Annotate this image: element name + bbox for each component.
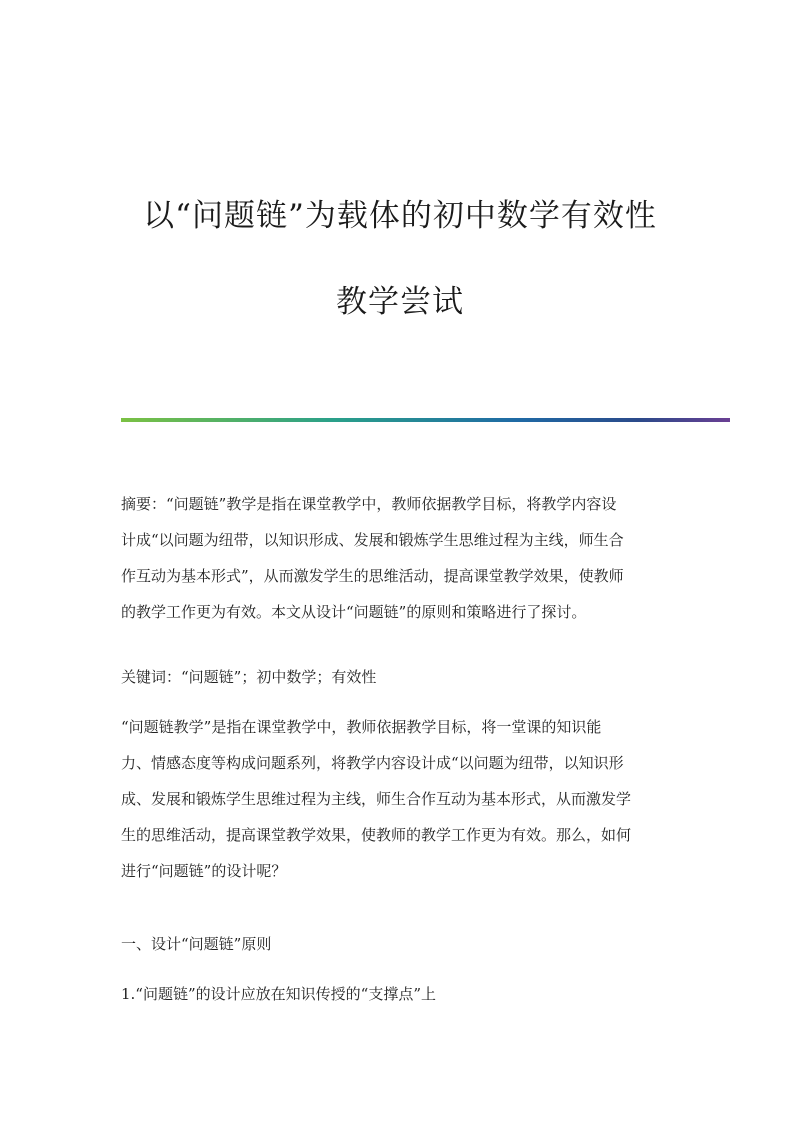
- abstract-line: 作互动为基本形式”，从而激发学生的思维活动，提高课堂教学效果，使教师: [121, 567, 624, 585]
- body-line: 进行“问题链”的设计呢？: [121, 862, 287, 880]
- keywords: [121, 659, 681, 695]
- keywords-line: 关键词：“问题链”；初中数学；有效性: [121, 668, 377, 686]
- body-line: “问题链教学”是指在课堂教学中，教师依据教学目标，将一堂课的知识能: [121, 718, 602, 736]
- abstract-line: 计成“以问题为纽带，以知识形成、发展和锻炼学生思维过程为主线，师生合: [121, 531, 624, 549]
- subsection-heading-text: 1.“问题链”的设计应放在知识传授的“支撑点”上: [121, 985, 436, 1003]
- subsection-heading: [121, 976, 681, 1012]
- section-heading-text: 一、设计“问题链”原则: [121, 935, 272, 953]
- body-paragraph: [121, 709, 681, 889]
- body-line: 成、发展和锻炼学生思维过程为主线，师生合作互动为基本形式，从而激发学: [121, 790, 632, 808]
- gradient-divider: [121, 418, 730, 422]
- body-line: 力、情感态度等构成问题系列，将教学内容设计成“以问题为纽带，以知识形: [121, 754, 624, 772]
- abstract: [121, 486, 681, 630]
- body-line: 生的思维活动，提高课堂教学效果，使教师的教学工作更为有效。那么，如何: [121, 826, 632, 844]
- abstract-line: 摘要：“问题链”教学是指在课堂教学中，教师依据教学目标，将教学内容设: [121, 495, 617, 513]
- abstract-line: 的教学工作更为有效。本文从设计“问题链”的原则和策略进行了探讨。: [121, 603, 587, 621]
- section-heading: [121, 926, 681, 962]
- title-line-2: 教学尝试: [336, 284, 464, 320]
- title-line-1: 以“问题链”为载体的初中数学有效性: [143, 198, 657, 234]
